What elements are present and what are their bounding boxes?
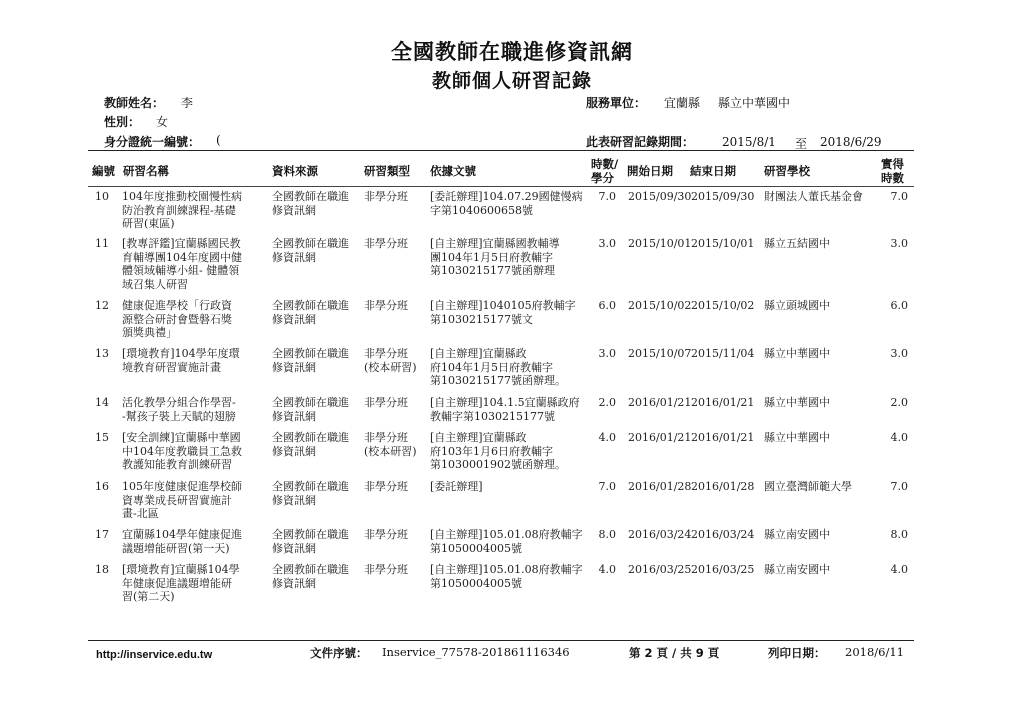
col-earned-line2: 時數 <box>881 171 904 185</box>
cell-line: 修資訊網 <box>272 360 316 374</box>
cell-line: 第1050004005號 <box>430 576 522 590</box>
cell-line: 修資訊網 <box>272 541 316 555</box>
unit-school: 縣立中華國中 <box>718 96 791 110</box>
cell-type <box>364 480 428 494</box>
cell-doc <box>430 563 590 590</box>
cell-end: 2016/03/24 <box>691 528 755 541</box>
cell-end: 2016/03/25 <box>691 563 755 576</box>
cell-earned: 7.0 <box>890 480 908 493</box>
cell-line: 全國教師在職進 <box>272 431 349 444</box>
cell-type <box>364 347 428 374</box>
cell-line: [環境教育]宜蘭縣104學 <box>122 563 240 576</box>
cell-doc <box>430 528 590 555</box>
cell-line: 全國教師在職進 <box>272 299 349 312</box>
cell-school: 國立臺灣師範大學 <box>764 480 852 493</box>
cell-source <box>272 480 362 507</box>
cell-line: 資專業成長研習實施計 <box>122 493 232 507</box>
cell-name <box>122 480 262 521</box>
cell-source <box>272 237 362 264</box>
cell-line: 修資訊網 <box>272 250 316 264</box>
cell-earned: 3.0 <box>890 347 908 360</box>
cell-doc <box>430 237 590 278</box>
cell-line: 頒獎典禮」 <box>122 326 177 339</box>
cell-school: 縣立南安國中 <box>764 563 830 576</box>
cell-start: 2015/10/01 <box>628 237 692 250</box>
cell-line: 非學分班 <box>364 480 408 493</box>
page-info: 第 2 頁 / 共 9 頁 <box>629 646 720 660</box>
cell-line: 修資訊網 <box>272 203 316 217</box>
period-start: 2015/8/1 <box>722 135 776 149</box>
cell-start: 2015/10/02 <box>628 299 692 312</box>
cell-hours: 7.0 <box>598 480 616 493</box>
cell-name <box>122 190 262 231</box>
gender-value: 女 <box>156 115 169 129</box>
cell-line: 非學分班 <box>364 431 408 444</box>
doc-no-value: Inservice_77578-201861116346 <box>382 645 570 659</box>
cell-hours: 7.0 <box>598 190 616 203</box>
cell-end: 2015/09/30 <box>691 190 755 203</box>
cell-name <box>122 396 262 423</box>
cell-line: 全國教師在職進 <box>272 237 349 250</box>
cell-earned: 3.0 <box>890 237 908 250</box>
cell-no: 13 <box>95 347 109 360</box>
cell-school: 縣立南安國中 <box>764 528 830 541</box>
cell-name <box>122 431 262 472</box>
page-title: 全國教師在職進修資訊網 <box>391 40 633 64</box>
cell-line: 修資訊網 <box>272 576 316 590</box>
doc-no-label: 文件序號： <box>310 646 368 660</box>
cell-type <box>364 563 428 577</box>
cell-line: 健康促進學校「行政資 <box>122 299 232 312</box>
cell-school: 縣立頭城國中 <box>764 299 830 312</box>
cell-doc <box>430 396 590 423</box>
period-end: 2018/6/29 <box>820 135 882 149</box>
cell-doc <box>430 299 590 326</box>
unit-label: 服務單位： <box>586 96 647 110</box>
col-school: 研習學校 <box>764 164 810 178</box>
cell-no: 16 <box>95 480 109 493</box>
cell-school: 縣立五結國中 <box>764 237 830 250</box>
cell-name <box>122 299 262 340</box>
cell-line: 第1030215177號函辦理。 <box>430 374 566 387</box>
id-label: 身分證統一編號： <box>104 135 201 149</box>
cell-line: 團104年1月5日府教輔字 <box>430 250 553 264</box>
cell-line: 宜蘭縣104學年健康促進 <box>122 528 242 541</box>
cell-line: 體領域輔導小組- 健體領 <box>122 264 240 277</box>
cell-name <box>122 347 262 374</box>
cell-end: 2016/01/28 <box>691 480 755 493</box>
cell-line: [自主辦理]105.01.08府教輔字 <box>430 563 583 576</box>
cell-line: 104年度推動校園慢性病 <box>122 190 242 203</box>
cell-line: 全國教師在職進 <box>272 347 349 360</box>
cell-line: 年健康促進議題增能研 <box>122 576 232 590</box>
col-no: 編號 <box>92 164 115 178</box>
cell-line: 活化教學分組合作學習- <box>122 396 236 409</box>
cell-earned: 7.0 <box>890 190 908 203</box>
cell-source <box>272 347 362 374</box>
cell-line: 105年度健康促進學校師 <box>122 480 242 493</box>
cell-start: 2015/09/30 <box>628 190 692 203</box>
cell-line: 非學分班 <box>364 563 408 576</box>
cell-line: 字第1040600658號 <box>430 203 533 217</box>
cell-end: 2015/10/02 <box>691 299 755 312</box>
header-top-rule <box>88 150 914 151</box>
cell-earned: 4.0 <box>890 431 908 444</box>
cell-type <box>364 190 428 204</box>
cell-source <box>272 396 362 423</box>
cell-line: 修資訊網 <box>272 493 316 507</box>
cell-line: 全國教師在職進 <box>272 480 349 493</box>
teacher-name-value: 李 <box>181 96 194 110</box>
cell-end: 2015/10/01 <box>691 237 755 250</box>
cell-source <box>272 528 362 555</box>
footer-rule <box>88 640 914 641</box>
cell-no: 17 <box>95 528 109 541</box>
cell-name <box>122 528 262 555</box>
cell-hours: 3.0 <box>598 347 616 360</box>
cell-line: 非學分班 <box>364 528 408 541</box>
col-earned-line1: 實得 <box>881 157 904 171</box>
cell-line: 第1050004005號 <box>430 541 522 555</box>
cell-school: 縣立中華國中 <box>764 347 830 360</box>
cell-start: 2016/01/21 <box>628 431 692 444</box>
cell-line: [環境教育]104學年度環 <box>122 347 240 360</box>
cell-start: 2016/03/25 <box>628 563 692 576</box>
cell-line: (校本研習) <box>364 444 417 458</box>
cell-line: [委託辦理]104.07.29國健慢病 <box>430 190 583 203</box>
cell-line: 教護知能教育訓練研習 <box>122 458 232 471</box>
col-name: 研習名稱 <box>123 164 169 178</box>
cell-line: 府104年1月5日府教輔字 <box>430 360 553 374</box>
cell-line: [自主辦理]宜蘭縣政 <box>430 347 527 360</box>
cell-line: 第1030001902號函辦理。 <box>430 458 566 471</box>
cell-line: (校本研習) <box>364 360 417 374</box>
cell-line: 修資訊網 <box>272 444 316 458</box>
cell-line: [自主辦理]宜蘭縣國教輔導 <box>430 237 560 250</box>
col-start: 開始日期 <box>627 164 673 178</box>
cell-no: 14 <box>95 396 109 409</box>
cell-hours: 4.0 <box>598 431 616 444</box>
print-date-value: 2018/6/11 <box>845 645 904 659</box>
cell-hours: 2.0 <box>598 396 616 409</box>
cell-source <box>272 431 362 458</box>
teacher-name-label: 教師姓名： <box>104 96 165 110</box>
cell-line: 修資訊網 <box>272 312 316 326</box>
cell-doc <box>430 347 590 388</box>
cell-no: 18 <box>95 563 109 576</box>
cell-hours: 8.0 <box>598 528 616 541</box>
cell-type <box>364 396 428 410</box>
cell-line: -幫孩子裝上天賦的翅膀 <box>122 409 236 423</box>
col-doc: 依據文號 <box>430 164 476 178</box>
cell-type <box>364 528 428 542</box>
cell-line: 議題增能研習(第一天) <box>122 541 230 555</box>
cell-earned: 8.0 <box>890 528 908 541</box>
cell-line: 畫-北區 <box>122 507 159 520</box>
cell-no: 15 <box>95 431 109 444</box>
header-bottom-rule <box>88 186 914 187</box>
cell-hours: 3.0 <box>598 237 616 250</box>
cell-doc <box>430 480 590 494</box>
cell-line: 源整合研討會暨磐石獎 <box>122 312 232 326</box>
cell-line: 第1030215177號函辦理 <box>430 264 555 277</box>
cell-school: 縣立中華國中 <box>764 396 830 409</box>
cell-start: 2016/01/21 <box>628 396 692 409</box>
cell-doc <box>430 431 590 472</box>
cell-source <box>272 299 362 326</box>
cell-line: 府103年1月6日府教輔字 <box>430 444 553 458</box>
cell-line: 非學分班 <box>364 299 408 312</box>
cell-start: 2015/10/07 <box>628 347 692 360</box>
cell-line: 全國教師在職進 <box>272 563 349 576</box>
cell-line: [自主辦理]宜蘭縣政 <box>430 431 527 444</box>
cell-line: 全國教師在職進 <box>272 396 349 409</box>
cell-line: 非學分班 <box>364 190 408 203</box>
cell-line: [自主辦理]1040105府教輔字 <box>430 299 576 312</box>
cell-end: 2015/11/04 <box>691 347 755 360</box>
cell-school: 財團法人董氏基金會 <box>764 190 863 203</box>
id-value: ( <box>216 133 221 147</box>
cell-line: 教輔字第1030215177號 <box>430 409 555 423</box>
cell-line: 非學分班 <box>364 396 408 409</box>
period-to: 至 <box>795 137 808 151</box>
cell-line: 全國教師在職進 <box>272 528 349 541</box>
cell-line: 非學分班 <box>364 347 408 360</box>
cell-line: 防治教育訓練課程-基礎 <box>122 203 236 217</box>
cell-earned: 6.0 <box>890 299 908 312</box>
col-hours-line2: 學分 <box>591 171 614 185</box>
cell-line: 育輔導團104年度國中健 <box>122 250 242 264</box>
col-source: 資料來源 <box>272 164 318 178</box>
cell-name <box>122 563 262 604</box>
cell-line: 域召集人研習 <box>122 277 188 291</box>
cell-school: 縣立中華國中 <box>764 431 830 444</box>
cell-line: [委託辦理] <box>430 480 483 493</box>
cell-line: 全國教師在職進 <box>272 190 349 203</box>
footer-url: http://inservice.edu.tw <box>96 649 213 661</box>
cell-name <box>122 237 262 291</box>
unit-county: 宜蘭縣 <box>664 96 701 110</box>
col-hours-line1: 時數/ <box>591 157 619 171</box>
cell-line: 中104年度教職員工急救 <box>122 444 242 458</box>
cell-no: 11 <box>95 237 109 250</box>
cell-line: [教專評鑑]宜蘭縣國民教 <box>122 237 241 250</box>
cell-hours: 4.0 <box>598 563 616 576</box>
cell-line: 研習(東區) <box>122 217 175 230</box>
cell-line: 第1030215177號文 <box>430 312 533 326</box>
col-type: 研習類型 <box>364 164 410 178</box>
cell-end: 2016/01/21 <box>691 431 755 444</box>
cell-doc <box>430 190 590 217</box>
print-date-label: 列印日期： <box>768 646 826 660</box>
page-subtitle: 教師個人研習記錄 <box>431 70 592 92</box>
cell-line: 非學分班 <box>364 237 408 250</box>
cell-type <box>364 237 428 251</box>
cell-no: 12 <box>95 299 109 312</box>
cell-start: 2016/03/24 <box>628 528 692 541</box>
col-end: 結束日期 <box>690 164 736 178</box>
cell-type <box>364 299 428 313</box>
cell-source <box>272 563 362 590</box>
cell-earned: 4.0 <box>890 563 908 576</box>
cell-no: 10 <box>95 190 109 203</box>
cell-line: [自主辦理]105.01.08府教輔字 <box>430 528 583 541</box>
cell-line: 修資訊網 <box>272 409 316 423</box>
cell-end: 2016/01/21 <box>691 396 755 409</box>
cell-line: [安全訓練]宜蘭縣中華國 <box>122 431 241 444</box>
cell-line: 境教育研習實施計畫 <box>122 360 221 374</box>
cell-source <box>272 190 362 217</box>
cell-line: [自主辦理]104.1.5宜蘭縣政府 <box>430 396 580 409</box>
cell-earned: 2.0 <box>890 396 908 409</box>
cell-start: 2016/01/28 <box>628 480 692 493</box>
cell-type <box>364 431 428 458</box>
period-label: 此表研習記錄期間： <box>586 135 695 149</box>
gender-label: 性別： <box>104 115 141 129</box>
cell-line: 習(第二天) <box>122 590 175 603</box>
cell-hours: 6.0 <box>598 299 616 312</box>
